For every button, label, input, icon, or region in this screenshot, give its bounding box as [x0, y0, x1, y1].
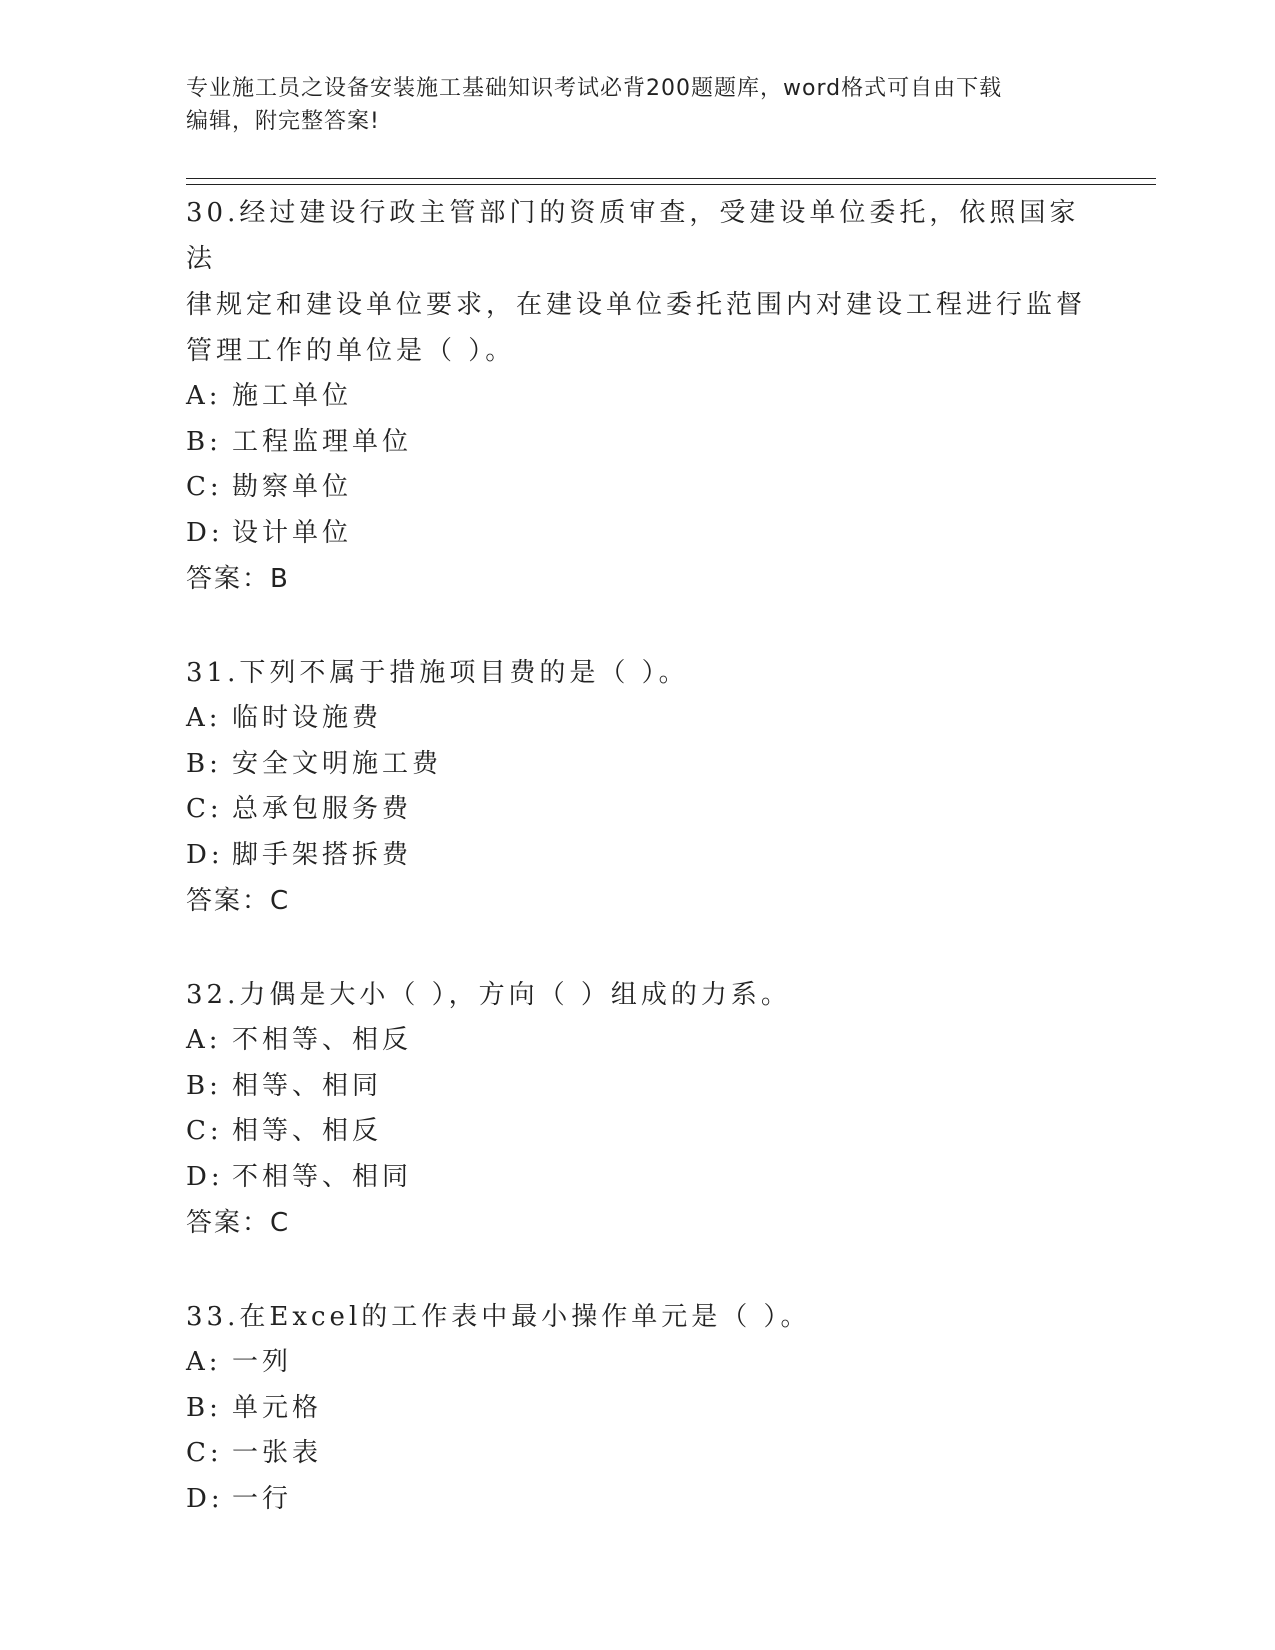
option-text: 临时设施费 — [232, 703, 383, 733]
question-stem-line: 30.经过建设行政主管部门的资质审查，受建设单位委托，依照国家法 — [186, 198, 1080, 274]
answer-option — [186, 1477, 1086, 1523]
answer-option — [186, 1431, 1086, 1477]
option-letter: A: — [186, 381, 222, 411]
option-letter: A: — [186, 1025, 222, 1055]
header-line-1: 专业施工员之设备安装施工基础知识考试必背200题题库，word格式可自由下载 — [186, 76, 1003, 101]
option-letter: B: — [186, 1070, 222, 1101]
option-text: 设计单位 — [232, 517, 353, 548]
answer-option — [186, 1386, 1086, 1432]
answer-option — [186, 742, 1086, 788]
question-stem-line: 管理工作的单位是（ ）。 — [186, 336, 516, 366]
question-block — [186, 190, 1086, 602]
question-block — [186, 650, 1086, 924]
document-header — [186, 72, 1066, 138]
option-text: 一列 — [232, 1347, 293, 1377]
answer-option — [186, 1064, 1086, 1110]
answer-option — [186, 1018, 1086, 1064]
option-text: 相等、相同 — [232, 1070, 383, 1101]
option-letter: D: — [186, 839, 224, 870]
header-divider-top — [186, 178, 1156, 179]
question-block — [186, 1294, 1086, 1522]
option-letter: A: — [186, 703, 222, 733]
option-text: 勘察单位 — [232, 472, 353, 502]
question-stem-line: 31.下列不属于措施项目费的是（ ）。 — [186, 658, 689, 688]
header-divider-bottom — [186, 184, 1156, 185]
option-text: 相等、相反 — [232, 1116, 383, 1146]
option-letter: C: — [186, 1438, 223, 1468]
question-stem-line: 32.力偶是大小（ ），方向（ ）组成的力系。 — [186, 980, 791, 1010]
option-letter: D: — [186, 1161, 224, 1192]
option-text: 不相等、相反 — [232, 1025, 413, 1055]
option-text: 单元格 — [232, 1392, 323, 1423]
option-letter: B: — [186, 1392, 222, 1423]
option-letter: C: — [186, 472, 223, 502]
option-letter: C: — [186, 1116, 223, 1146]
answer-option — [186, 374, 1086, 420]
answer-option — [186, 420, 1086, 466]
header-line-2: 编辑，附完整答案! — [186, 109, 380, 134]
answer-key: 答案：C — [186, 1208, 291, 1238]
answer-option — [186, 1155, 1086, 1201]
answer-option — [186, 696, 1086, 742]
question-stem-line: 33.在Excel的工作表中最小操作单元是（ ）。 — [186, 1302, 811, 1332]
option-text: 安全文明施工费 — [232, 748, 443, 779]
option-letter: B: — [186, 426, 222, 457]
option-text: 一张表 — [232, 1438, 323, 1468]
answer-option — [186, 465, 1086, 511]
option-text: 施工单位 — [232, 381, 353, 411]
answer-option — [186, 1340, 1086, 1386]
answer-option — [186, 787, 1086, 833]
option-text: 一行 — [232, 1483, 293, 1514]
option-text: 总承包服务费 — [232, 794, 413, 824]
option-text: 工程监理单位 — [232, 426, 413, 457]
answer-option — [186, 833, 1086, 879]
answer-key: 答案：C — [186, 886, 291, 916]
option-letter: C: — [186, 794, 223, 824]
option-letter: A: — [186, 1347, 222, 1377]
answer-option — [186, 511, 1086, 557]
option-letter: D: — [186, 1483, 224, 1514]
option-letter: B: — [186, 748, 222, 779]
question-stem-line: 律规定和建设单位要求，在建设单位委托范围内对建设工程进行监督 — [186, 290, 1087, 320]
option-text: 脚手架搭拆费 — [232, 839, 413, 870]
question-list — [186, 190, 1086, 1570]
question-block — [186, 972, 1086, 1246]
answer-key: 答案：B — [186, 564, 290, 594]
answer-option — [186, 1109, 1086, 1155]
option-text: 不相等、相同 — [232, 1161, 413, 1192]
option-letter: D: — [186, 517, 224, 548]
